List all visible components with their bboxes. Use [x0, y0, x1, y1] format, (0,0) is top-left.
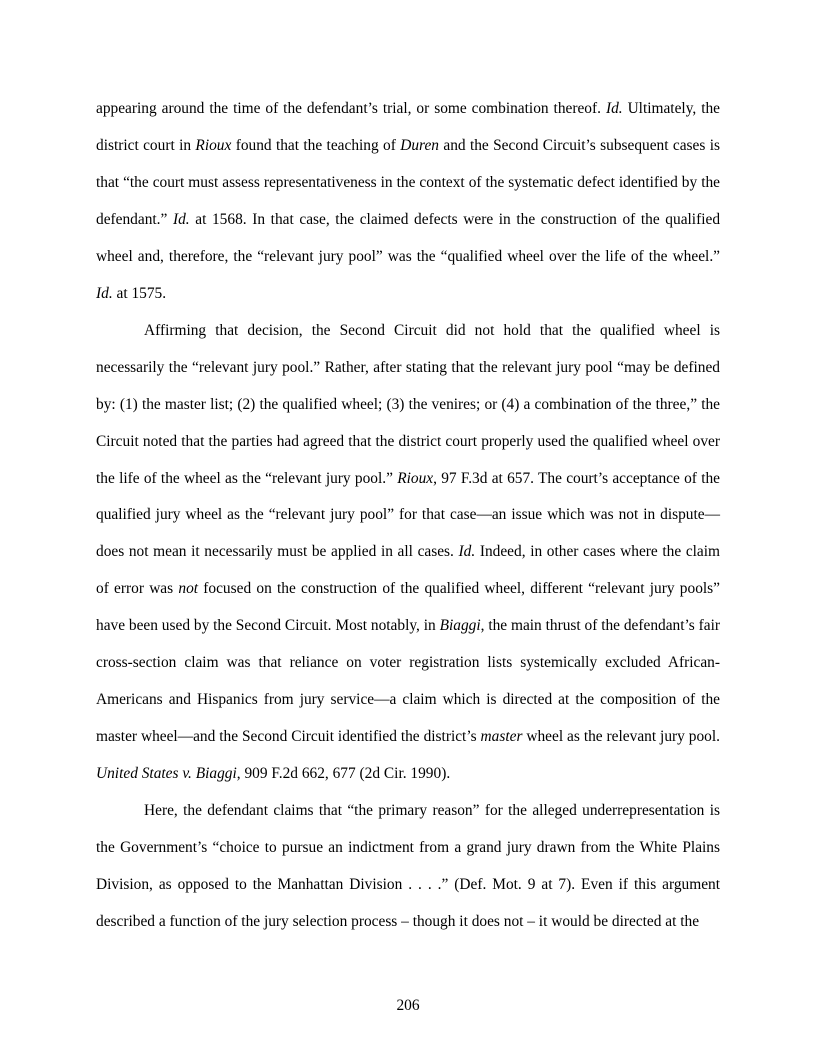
paragraph-text: Indeed, in other cases where the claim of error was: [96, 543, 721, 598]
italic-citation-text: Id.: [458, 543, 476, 561]
italic-citation-text: Id.: [96, 284, 113, 302]
italic-citation-text: Duren: [400, 136, 439, 154]
paragraph-text: , 97 F.3d at 657. The court’s acceptance of the qualified jury wheel as the “relevant jury pool” for that case—an issue which was not in dispute—does not mean it necessarily must be applied in all cases.: [96, 469, 720, 561]
paragraph-text: , 909 F.2d 662, 677 (2d Cir. 1990).: [236, 765, 451, 783]
paragraph-text: at 1568. In that case, the claimed defects were in the construction of the qualified wheel and, therefore, the “relevant jury pool” was the “qualified wheel over the life of the wheel.”: [96, 210, 721, 265]
paragraph-text: focused on the construction of the qualified wheel, different “relevant jury pools” have been used by the Second Circuit. Most notably, in: [96, 580, 720, 635]
paragraph: [96, 91, 720, 313]
italic-citation-text: Id.: [605, 100, 623, 117]
paragraph-text: Here, the defendant claims that “the primary reason” for the alleged underrepresentation is the Government’s “choice to pursue an indictment from a grand jury drawn from the White Plains Division, as opposed to the Manhattan Division . . . .” (Def. Mot. 9 at 7). Even if this argument described a function of the jury selection process – though it does not – it would be directed at the: [96, 802, 720, 930]
paragraph: [96, 313, 720, 793]
italic-citation-text: not: [178, 580, 199, 598]
paragraph-text: found that the teaching of: [231, 136, 401, 154]
paragraph-text: wheel as the relevant jury pool.: [522, 728, 720, 746]
paragraph-text: appearing around the time of the defendant’s trial, or some combination thereof.: [96, 100, 606, 117]
italic-citation-text: master: [480, 728, 523, 746]
paragraph: [96, 793, 720, 941]
page-number: 206: [396, 997, 420, 1014]
italic-citation-text: Biaggi: [439, 617, 481, 635]
paragraph-text: at 1575.: [112, 284, 167, 302]
italic-citation-text: United States v. Biaggi: [96, 765, 237, 783]
paragraph-text: Ultimately, the district court in: [96, 100, 720, 154]
paragraph-text: Affirming that decision, the Second Circuit did not hold that the qualified wheel is necessarily the “relevant jury pool.” Rather, after stating that the relevant jury pool “may be defined by: (1) the master list; (2) the qualified wheel; (3) the venires; or (4) a combination of the three,” the Circuit noted that the parties had agreed that the district court properly used the qualified wheel over the life of the wheel as the “relevant jury pool.”: [96, 321, 720, 487]
italic-citation-text: Rioux: [397, 469, 434, 487]
paragraph-text: , the main thrust of the defendant’s fair cross-section claim was that reliance on voter registration lists systemically excluded African-Americans and Hispanics from jury service—a claim which is directed at the composition of the master wheel—and the Second Circuit identified the district’s: [96, 617, 720, 746]
italic-citation-text: Rioux: [195, 136, 232, 154]
document-body: [96, 91, 720, 941]
italic-citation-text: Id.: [172, 210, 190, 228]
paragraph-text: and the Second Circuit’s subsequent cases is that “the court must assess representativeness in the context of the systematic defect identified by the defendant.”: [96, 136, 720, 228]
